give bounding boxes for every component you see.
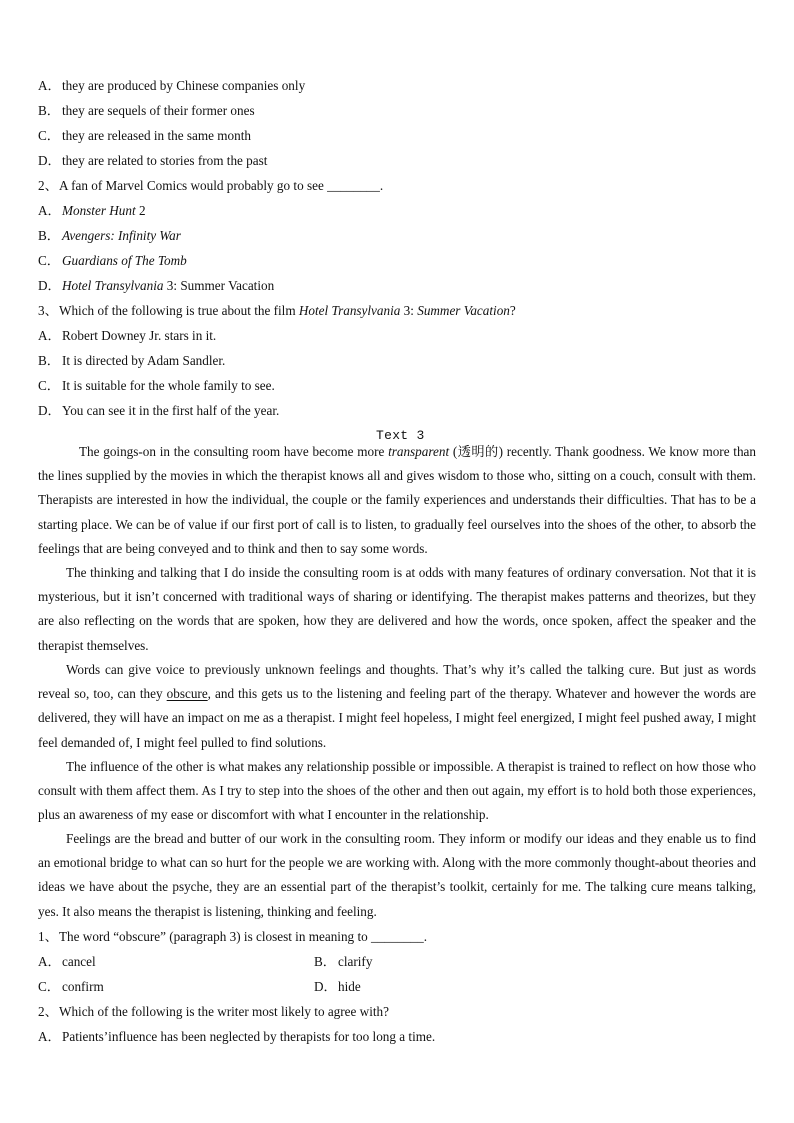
- option-label: D．: [38, 278, 61, 293]
- option-a: [38, 78, 305, 94]
- option-label: C．: [38, 253, 60, 268]
- question-number: 2、: [38, 1004, 58, 1019]
- question-3: [38, 303, 516, 319]
- option-a: [38, 1029, 435, 1045]
- emphasized-word: transparent: [388, 444, 450, 459]
- option-d: [314, 979, 361, 995]
- paragraph-text: Words can give voice to previously unknown feelings and thoughts. That’s why it’s called the talking cure. But just as words reveal so, too, can they: [38, 662, 756, 702]
- question-text: Which of the following is true about the film: [59, 303, 299, 318]
- option-label: B．: [38, 353, 60, 368]
- option-text: Patients’influence has been neglected by therapists for too long a time.: [62, 1029, 436, 1044]
- question-number: 3、: [38, 303, 58, 318]
- option-b: [38, 228, 181, 244]
- underlined-word: obscure: [166, 686, 208, 702]
- film-title: Hotel Transylvania: [62, 278, 164, 293]
- option-d: [38, 403, 279, 419]
- option-text: they are released in the same month: [62, 128, 251, 143]
- paragraph-4: [38, 755, 756, 828]
- question-2: [38, 1004, 389, 1020]
- option-text: 3: Summer Vacation: [163, 278, 275, 293]
- paragraph-text: Feelings are the bread and butter of our work in the consulting room. They inform or modify our ideas and they enable us to find an emotional bridge to what can so hurt for the people we are working with. Along with the more commonly thought-about theories and ideas we have about the psyche, they are an essential part of the therapist’s toolkit, certainly for me. The talking cure means talking, yes. It also means the therapist is listening, thinking and feeling.: [38, 831, 756, 919]
- paragraph-text: The thinking and talking that I do inside the consulting room is at odds with many features of ordinary conversation. Not that it is mysterious, but it isn’t concerned with traditional ways of sharing or identifying. The therapist makes patterns and theorizes, but they are also reflecting on the words that are spoken, how they are delivered and how the words, once spoken, affect the speaker and the therapist themselves.: [38, 565, 756, 653]
- paragraph-text: (透明的) recently. Thank goodness. We know more than the lines supplied by the movies in which the therapist knows all and gives wisdom to those who, sitting on a couch, consult with them. Therapists are interested in how the individual, the couple or the family experiences and understands their difficulties. That has to be a starting place. We can be of value if our first port of call is to listen, to gradually feel ourselves into the shoes of the other, to absorb the feelings that are being conveyed and to think and then to say some words.: [38, 444, 757, 556]
- option-label: C．: [38, 128, 60, 143]
- option-text: confirm: [62, 979, 104, 994]
- option-text: they are related to stories from the past: [62, 153, 268, 168]
- paragraph-1: [38, 440, 756, 561]
- question-number: 1、: [38, 929, 58, 944]
- option-label: D．: [38, 403, 61, 418]
- option-text: It is suitable for the whole family to see.: [62, 378, 275, 393]
- option-a: [38, 954, 96, 970]
- option-label: A．: [38, 78, 61, 93]
- film-subtitle: Summer Vacation: [417, 303, 510, 318]
- paragraph-3: [38, 658, 756, 755]
- option-label: D．: [314, 979, 337, 994]
- option-a: [38, 203, 146, 219]
- question-text: Which of the following is the writer most likely to agree with?: [59, 1004, 389, 1019]
- option-b: [38, 103, 255, 119]
- option-text: It is directed by Adam Sandler.: [62, 353, 226, 368]
- option-text: You can see it in the first half of the year.: [62, 403, 280, 418]
- option-c: [38, 378, 275, 394]
- option-b: [314, 954, 372, 970]
- film-title: Avengers: Infinity War: [62, 228, 181, 243]
- question-2: [38, 178, 383, 194]
- option-text: clarify: [338, 954, 373, 969]
- question-text: The word “obscure” (paragraph 3) is closest in meaning to ________.: [59, 929, 428, 944]
- question-1: [38, 929, 427, 945]
- option-c: [38, 253, 187, 269]
- question-text: ?: [509, 303, 516, 318]
- option-label: B．: [38, 103, 60, 118]
- section-title: Text 3: [376, 428, 425, 443]
- paragraph-text: The goings-on in the consulting room have become more: [79, 444, 389, 459]
- film-title: Monster Hunt: [62, 203, 136, 218]
- question-text: A fan of Marvel Comics would probably go to see ________.: [59, 178, 384, 193]
- paragraph-text: The influence of the other is what makes any relationship possible or impossible. A therapist is trained to reflect on how those who consult with them affect them. As I try to step into the shoes of the other and then out again, my effort is to hold both those experiences, plus an awareness of my ease or discomfort with what I encounter in the relationship.: [38, 759, 756, 823]
- paragraph-2: [38, 561, 756, 658]
- paragraph-text: , and this gets us to the listening and feeling part of the therapy. Whatever and however the words are delivered, they will have an impact on me as a therapist. I might feel hopeless, I might feel energized, I might feel pushed away, I might feel demanded of, I might feel pulled to find solutions.: [38, 686, 756, 750]
- option-text: 2: [135, 203, 146, 218]
- option-label: A．: [38, 1029, 61, 1044]
- option-label: B．: [314, 954, 336, 969]
- option-text: they are produced by Chinese companies only: [62, 78, 306, 93]
- option-label: A．: [38, 954, 61, 969]
- option-label: A．: [38, 328, 61, 343]
- option-c: [38, 128, 251, 144]
- option-text: cancel: [62, 954, 96, 969]
- option-d: [38, 153, 267, 169]
- question-text: 3:: [400, 303, 418, 318]
- film-title: Guardians of The Tomb: [62, 253, 187, 268]
- option-a: [38, 328, 216, 344]
- film-title: Hotel Transylvania: [298, 303, 401, 318]
- option-d: [38, 278, 274, 294]
- paragraph-5: [38, 827, 756, 924]
- option-label: C．: [38, 979, 60, 994]
- option-b: [38, 353, 225, 369]
- option-label: C．: [38, 378, 60, 393]
- option-label: A．: [38, 203, 61, 218]
- option-text: they are sequels of their former ones: [62, 103, 255, 118]
- option-c: [38, 979, 104, 995]
- option-label: D．: [38, 153, 61, 168]
- question-number: 2、: [38, 178, 58, 193]
- option-text: hide: [338, 979, 361, 994]
- option-text: Robert Downey Jr. stars in it.: [62, 328, 217, 343]
- option-label: B．: [38, 228, 60, 243]
